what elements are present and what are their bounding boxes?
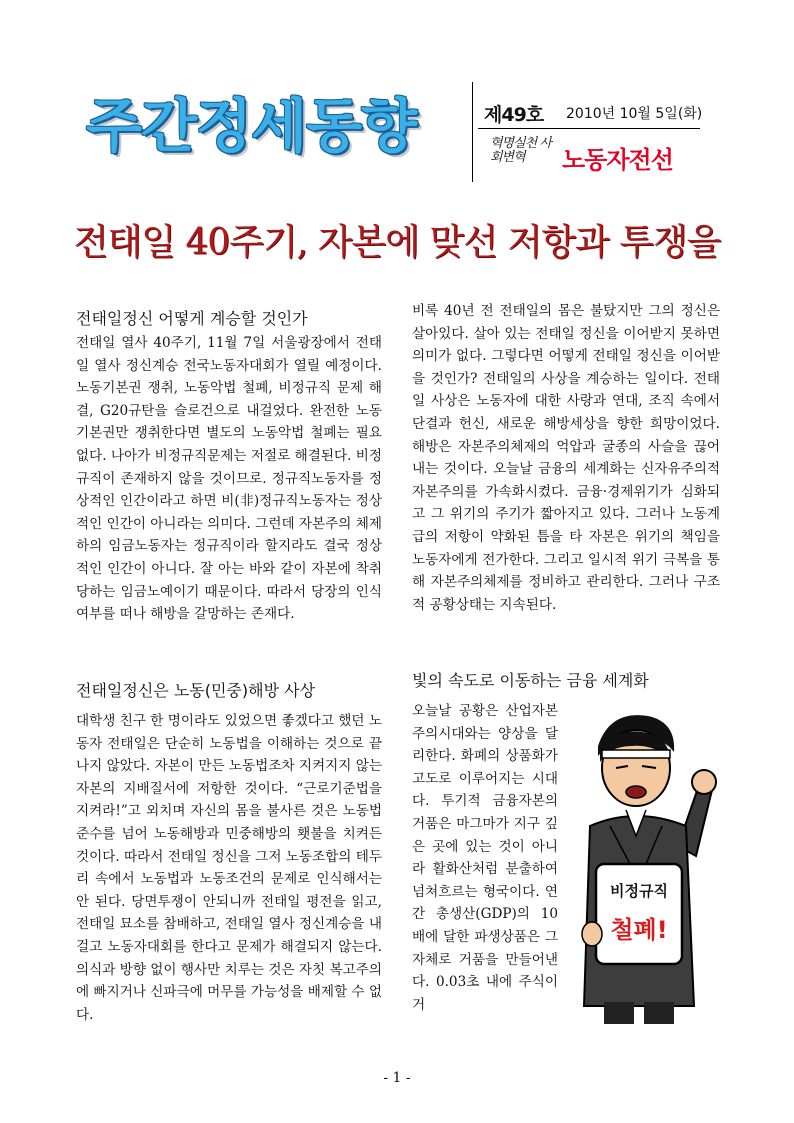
issue-date: 2010년 10월 5일(화): [566, 106, 703, 122]
paragraph: 오늘날 공황은 산업자본주의시대와는 양상을 달리한다. 화폐의 상품화가 고도로 이루어지는 시대다. 투기적 금융자본의 거품은 마그마가 지구 깊은 곳에 있는 것이 아니라 활화산처럼 분출하여 넘쳐흐르는 형국이다. 연간 총생산(GDP)의 10배에 달한 파생상품은 그 자체로 거품을 만들어낸다. 0.03초 내에 주식이 거: [412, 703, 558, 1013]
section-title-1: 전태일정신 어떻게 계승할 것인가: [76, 309, 308, 328]
section-body-1: [76, 332, 382, 626]
section-body-3: [412, 700, 558, 1016]
sign-text-bottom: 철폐!: [610, 916, 668, 944]
headline: 전태일 40주기, 자본에 맞선 저항과 투쟁을: [73, 222, 721, 263]
org-slogan: 혁명실천 사회변혁: [490, 136, 551, 165]
section-title-2: 전태일정신은 노동(민중)해방 사상: [76, 681, 316, 700]
org-name: 노동자전선: [562, 146, 673, 174]
sign-text-top: 비정규직: [610, 882, 668, 900]
section-body-right-1: [412, 300, 720, 616]
paragraph: 전태일 열사 40주기, 11월 7일 서울광장에서 전태일 열사 정신계승 전국노동자대회가 열릴 예정이다. 노동기본권 쟁취, 노동악법 철폐, 비정규직 문제 해결, G20규탄을 슬로건으로 내걸었다. 완전한 노동기본권만 쟁취한다면 별도의 노동악법 철폐는 필요 없다. 나아가 비정규직문제는 저절로 해결된다. 비정규직이 존재하지 않을 것이므로. 정규직노동자를 정상적인 인간이라고 하면 비(非)정규직노동자는 정상적인 인간이 아니라는 의미다. 그런데 자본주의 체제하의 임금노동자는 정규직이라 할지라도 결국 정상적인 인간이 아니다. 잘 아는 바와 같이 자본에 착취당하는 임금노예이기 때문이다. 따라서 당장의 인식 여부를 떠나 해방을 갈망하는 존재다.: [76, 335, 383, 623]
section-body-2: [76, 710, 382, 1026]
section-title-3: 빛의 속도로 이동하는 금융 세계화: [412, 671, 649, 690]
page-number: - 1 -: [383, 1070, 411, 1086]
masthead-title: 주간정세동향: [86, 92, 417, 160]
protester-illustration: [570, 706, 720, 1026]
issue-number: 제49호: [484, 104, 544, 126]
masthead-rule: [478, 128, 700, 129]
masthead-divider: [472, 82, 473, 182]
paragraph: 비록 40년 전 전태일의 몸은 불탔지만 그의 정신은 살아있다. 살아 있는 전태일 정신을 이어받지 못하면 의미가 없다. 그렇다면 어떻게 전태일 정신을 이어받을 것인가? 전태일의 사상을 계승하는 일이다. 전태일 사상은 노동자에 대한 사랑과 연대, 조직 속에서 단결과 헌신, 새로운 해방세상을 향한 희망이었다. 해방은 자본주의체제의 억압과 굴종의 사슬을 끊어내는 것이다. 오늘날 금융의 세계화는 신자유주의적 자본주의를 가속화시켰다. 금융·경제위기가 심화되고 그 위기의 주기가 짧아지고 있다. 그러나 노동계급의 저항이 약화된 틈을 타 자본은 위기의 책임을 노동자에게 전가한다. 그리고 일시적 위기 극복을 통해 자본주의체제를 정비하고 관리한다. 그러나 구조적 공황상태는 지속된다.: [412, 303, 720, 613]
paragraph: 대학생 친구 한 명이라도 있었으면 좋겠다고 했던 노동자 전태일은 단순히 노동법을 이해하는 것으로 끝나지 않았다. 자본이 만든 노동법조차 지켜지지 않는 자본의 지배질서에 저항한 것이다. “근로기준법을 지켜라!”고 외치며 자신의 몸을 불사른 것은 노동법 준수를 넘어 노동해방과 민중해방의 횃불을 치켜든 것이다. 따라서 전태일 정신을 그저 노동조합의 테두리 속에서 노동법과 노동조건의 문제로 인식해서는 안 된다. 당면투쟁이 안되니까 전태일 평전을 읽고, 전태일 묘소를 참배하고, 전태일 열사 정신계승을 내걸고 노동자대회를 한다고 문제가 해결되지 않는다. 의식과 방향 없이 행사만 치루는 것은 자칫 복고주의에 빠지거나 신파극에 머무를 가능성을 배제할 수 없다.: [76, 713, 383, 1023]
